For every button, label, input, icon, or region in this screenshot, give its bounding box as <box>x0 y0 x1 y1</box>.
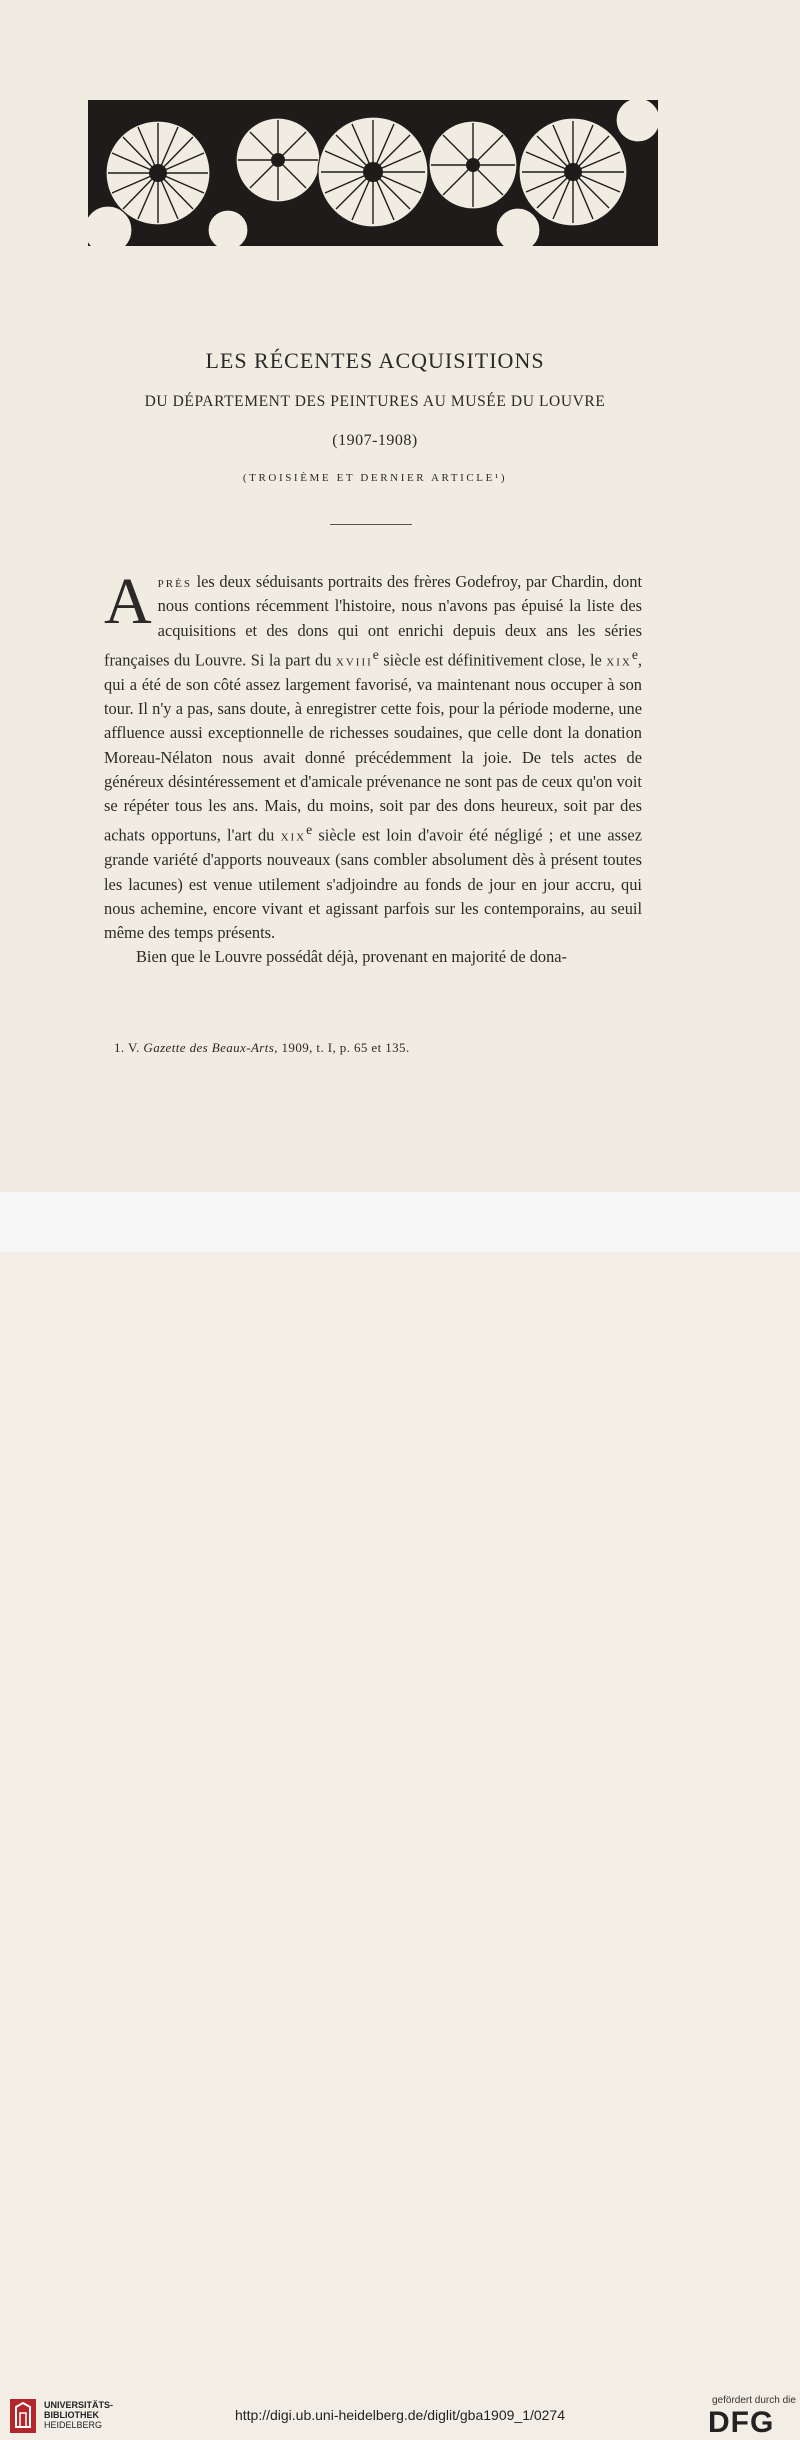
viewer-footer <box>0 1192 800 2439</box>
paragraph-2: Bien que le Louvre possédât déjà, provenant en majorité de dona- <box>136 947 568 967</box>
century-18: xviii <box>335 650 373 670</box>
library-line-3: HEIDELBERG <box>44 2420 103 2430</box>
paragraph-1 <box>104 565 642 945</box>
century-19-b: xix <box>280 825 307 845</box>
sponsor-label: gefördert durch die <box>712 2395 796 2406</box>
paragraph-1-text-b: siècle est définitivement close, le <box>378 650 607 670</box>
article-part-note: (TROISIÈME ET DERNIER ARTICLE¹) <box>242 472 508 484</box>
century-19-sup: e <box>631 646 638 662</box>
footnote-details: , 1909, t. I, p. 65 et 135. <box>274 1040 410 1055</box>
dfg-logo: DFG <box>708 2406 775 2439</box>
library-line-2: BIBLIOTHEK <box>44 2410 99 2420</box>
library-line-1: UNIVERSITÄTS- <box>44 2400 114 2410</box>
article-years: (1907-1908) <box>332 432 418 449</box>
century-19: xix <box>606 650 632 670</box>
footnote <box>114 1040 410 1056</box>
paragraph-1-text-c: , qui a été de son côté assez largement favorisé, va maintenant nous occuper à son tour. Il n'y a pas, sans doute, à enregistrer cette fois, pour la période moderne, une affluence aussi exceptionnelle de richesses soudaines, que celle dont la donation Moreau-Nélaton nous avait donné précédemment la joie. De tels actes de généreux désintéressement et d'amicale prévenance ne sont pas de ceux qu'on voit se répéter tous les ans. Mais, du moins, soit par des dons heureux, soit par des achats opportuns, l'art du <box>104 650 642 845</box>
article-body <box>104 565 642 970</box>
footnote-prefix: V. <box>127 1040 140 1055</box>
floral-ornament-header <box>88 100 658 246</box>
article-title: LES RÉCENTES ACQUISITIONS <box>205 348 545 373</box>
document-page <box>0 0 800 1192</box>
first-word-rest: près <box>157 572 192 591</box>
permalink-url[interactable]: http://digi.ub.uni-heidelberg.de/diglit/gba1909_1/0274 <box>234 2407 566 2423</box>
article-subtitle: DU DÉPARTEMENT DES PEINTURES AU MUSÉE DU LOUVRE <box>144 393 606 410</box>
drop-cap: A <box>104 565 152 638</box>
footnote-journal: Gazette des Beaux-Arts <box>143 1040 275 1055</box>
paragraph-1-text-a: les deux séduisants portraits des frères Godefroy, par Chardin, dont nous contions récemment l'histoire, nous n'avons pas épuisé la liste des acquisitions et des dons qui ont enrichi depuis deux ans les séries françaises du Louvre. Si la part du <box>104 572 642 670</box>
century-19-b-sup: e <box>306 822 313 838</box>
footnote-number: 1. <box>114 1040 125 1055</box>
century-18-sup: e <box>372 646 379 662</box>
paragraph-1-text-d: siècle est loin d'avoir été négligé ; et une assez grande variété d'apports nouveaux (sans combler absolument dès à présent toutes les lacunes) est venue utilement s'adjoindre au fonds de jour en jour accru, qui nous achemine, encore vivant et agissant parfois sur les contemporains, au seuil même des temps présents. <box>104 825 642 943</box>
title-divider <box>330 524 412 525</box>
